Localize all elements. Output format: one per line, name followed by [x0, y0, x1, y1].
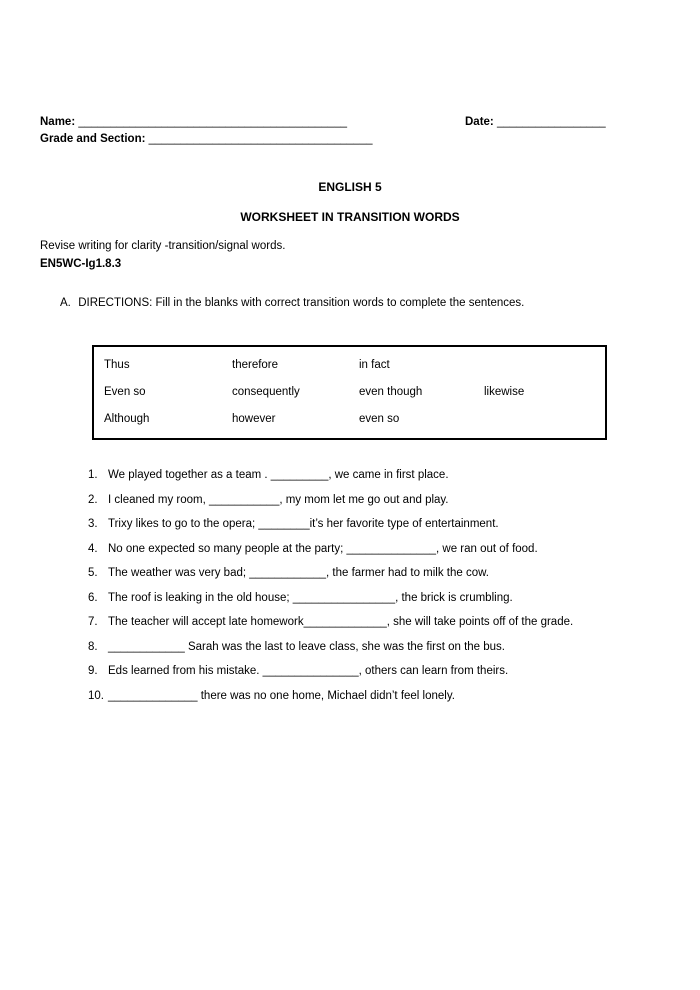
word-bank-item: Although	[104, 413, 150, 425]
question-number: 7.	[88, 616, 98, 628]
word-bank-item: in fact	[359, 359, 390, 371]
question-text: I cleaned my room, ___________, my mom let me go out and play.	[108, 493, 449, 506]
word-bank-item: even so	[359, 413, 400, 425]
question-text: We played together as a team . _________, we came in first place.	[108, 469, 449, 481]
word-bank-item: therefore	[232, 359, 279, 371]
name-label: Name:	[40, 116, 76, 128]
question-number: 3.	[88, 518, 98, 530]
grade-section-blank-line: ___________________________________	[148, 133, 373, 145]
worksheet-title: WORKSHEET IN TRANSITION WORDS	[240, 210, 460, 224]
directions-letter: A.	[60, 297, 71, 309]
directions	[60, 297, 660, 309]
question-number: 1.	[88, 469, 98, 481]
question-item	[88, 488, 644, 513]
question-text: Eds learned from his mistake. _______________, others can learn from theirs.	[108, 665, 509, 677]
date-line	[465, 116, 606, 128]
word-bank-box	[92, 345, 607, 440]
word-bank-item: consequently	[232, 386, 300, 398]
question-text: The roof is leaking in the old house; ________________, the brick is crumbling.	[108, 591, 513, 604]
word-bank-item: even though	[359, 386, 423, 398]
grade-section-line	[40, 133, 373, 145]
question-item	[88, 659, 644, 684]
question-number: 2.	[88, 493, 98, 506]
date-label: Date:	[465, 116, 494, 128]
word-bank-item: however	[232, 413, 276, 425]
question-text: ____________ Sarah was the last to leave class, she was the first on the bus.	[108, 640, 505, 653]
question-text: The teacher will accept late homework_____________, she will take points off of the grade.	[108, 616, 574, 628]
question-number: 8.	[88, 640, 98, 653]
question-number: 9.	[88, 665, 98, 677]
objective-text: Revise writing for clarity -transition/signal words.	[40, 240, 286, 252]
directions-text: DIRECTIONS: Fill in the blanks with correct transition words to complete the sentences.	[78, 297, 525, 309]
date-blank-line: _________________	[496, 116, 606, 128]
word-bank-empty-cell	[484, 406, 605, 433]
word-bank-item: Even so	[104, 386, 146, 398]
question-item	[88, 512, 644, 537]
question-number: 6.	[88, 591, 98, 604]
question-text: ______________ there was no one home, Michael didn’t feel lonely.	[108, 689, 455, 702]
question-text: No one expected so many people at the party; ______________, we ran out of food.	[108, 542, 538, 555]
question-text: The weather was very bad; ____________, the farmer had to milk the cow.	[108, 567, 489, 579]
question-number: 5.	[88, 567, 98, 579]
grade-section-label: Grade and Section:	[40, 133, 146, 145]
word-bank-item: likewise	[484, 386, 525, 398]
question-number: 10.	[88, 689, 104, 702]
question-list	[88, 463, 644, 708]
name-blank-line: __________________________________________	[78, 116, 347, 128]
subject-title: ENGLISH 5	[318, 180, 382, 194]
question-text: Trixy likes to go to the opera; ________it’s her favorite type of entertainment.	[108, 518, 499, 530]
question-item	[88, 537, 644, 562]
word-bank-empty-cell	[484, 352, 605, 379]
name-line	[40, 116, 347, 128]
question-item	[88, 684, 644, 709]
competency-code: EN5WC-Ig1.8.3	[40, 258, 122, 270]
question-item	[88, 610, 644, 635]
question-item	[88, 586, 644, 611]
question-item	[88, 635, 644, 660]
word-bank-item: Thus	[104, 359, 130, 371]
question-number: 4.	[88, 542, 98, 555]
question-item	[88, 561, 644, 586]
question-item	[88, 463, 644, 488]
